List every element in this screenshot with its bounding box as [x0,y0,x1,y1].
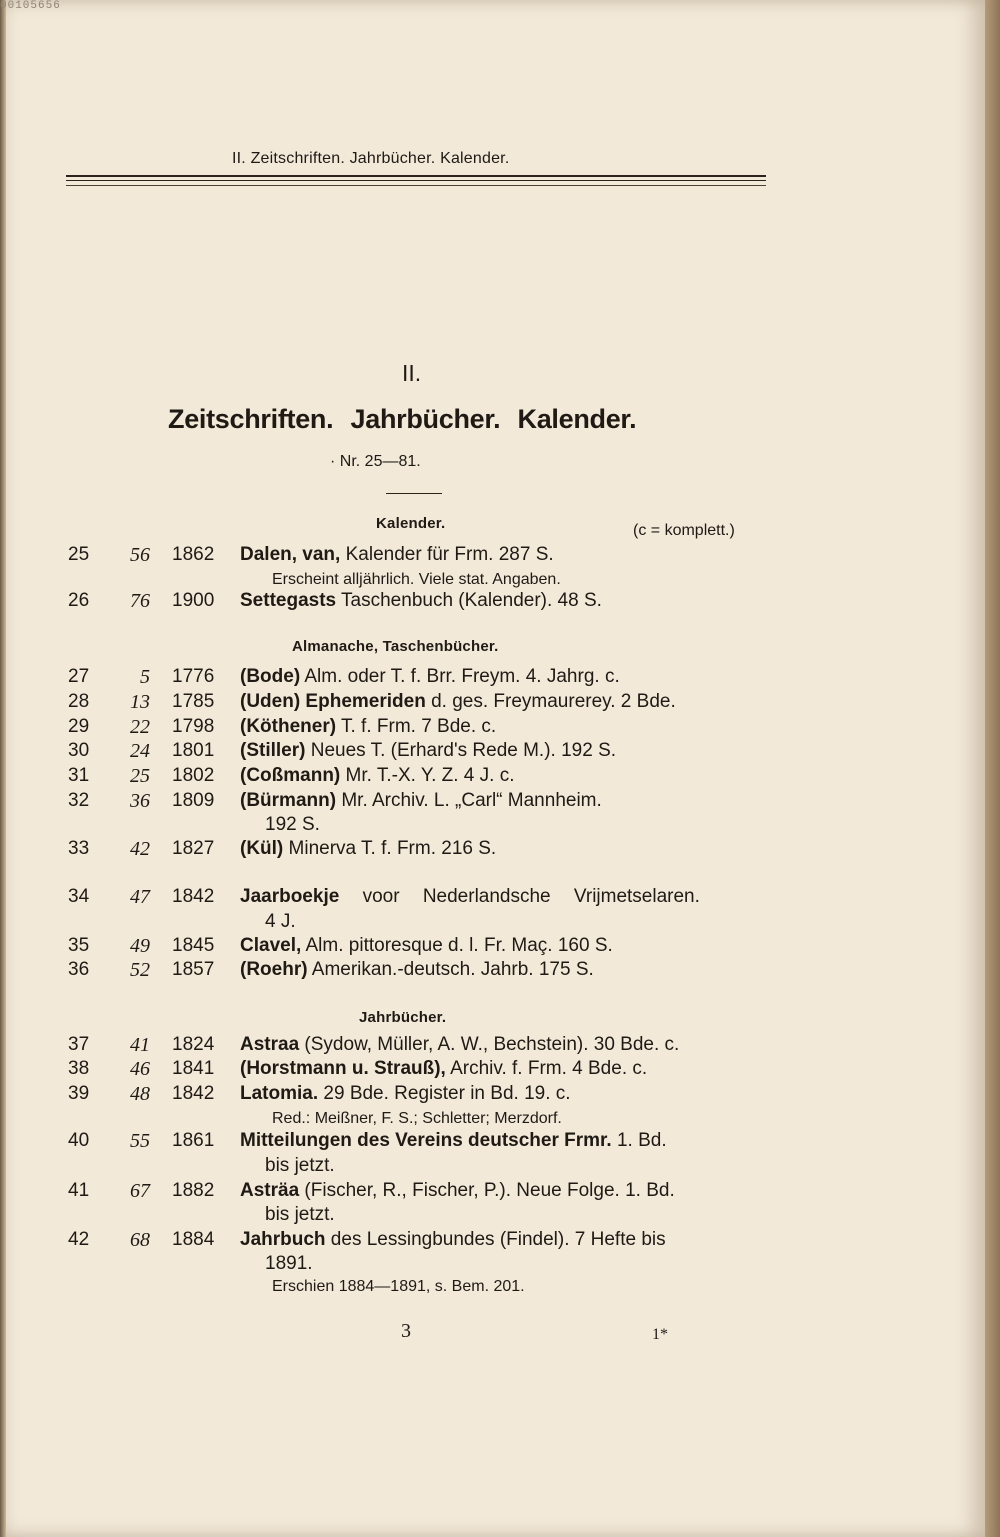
entry-text [240,544,770,566]
entry-desc: (Sydow, Müller, A. W., Bechstein). 30 Bde. c. [299,1034,680,1055]
entry-title: (Köthener) [240,716,337,737]
entry-row [0,716,985,740]
entry-number: 34 [68,886,90,907]
entry-year: 1861 [172,1130,215,1151]
entry-year: 1809 [172,790,215,811]
entry-year: 1845 [172,935,215,956]
entry-desc: Alm. oder T. f. Brr. Freym. 4. Jahrg. c. [300,666,620,687]
entry-ref: 76 [130,590,150,612]
entry-text [240,666,770,688]
section-number: II. [402,360,422,386]
entry-number: 25 [68,544,90,565]
entry-ref: 52 [130,959,150,981]
entry-number: 33 [68,838,90,859]
page-spine-edge [985,0,1000,1537]
entry-text [240,740,770,762]
entry-text [240,838,770,860]
entry-text [240,1229,770,1251]
entry-title: Latomia. [240,1083,319,1104]
entry-number: 27 [68,666,90,687]
entry-ref: 48 [130,1083,150,1105]
entry-note: Red.: Meißner, F. S.; Schletter; Merzdorf. [272,1110,562,1127]
entry-row [0,886,985,910]
entry-year: 1862 [172,544,215,565]
entry-ref: 22 [130,716,150,738]
entry-year: 1857 [172,959,215,980]
entry-desc: (Fischer, R., Fischer, P.). Neue Folge. 1. Bd. [299,1180,675,1201]
entry-desc: 1. Bd. [611,1130,667,1151]
entry-row [0,691,985,715]
entry-title: Asträa [240,1180,300,1201]
entry-year: 1882 [172,1180,215,1201]
entry-year: 1842 [172,1083,215,1104]
entry-row [0,1058,985,1082]
entry-number: 35 [68,935,90,956]
header-rule-thick [66,175,766,177]
header-rule-mid [66,180,766,181]
entry-row [0,790,985,814]
entry-row [0,838,985,862]
entry-year: 1841 [172,1058,215,1079]
section-title: Zeitschriften. Jahrbücher. Kalender. [168,404,637,434]
entry-title: (Bode) [240,666,301,687]
subhead-almanache: Almanache, Taschenbücher. [292,638,499,655]
entry-year: 1884 [172,1229,215,1250]
entry-ref: 68 [130,1229,150,1251]
entry-text [240,765,770,787]
entry-ref: 49 [130,935,150,957]
entry-desc: Mr. T.-X. Y. Z. 4 J. c. [340,765,515,786]
entry-title: Dalen, van, [240,544,341,565]
entry-number: 36 [68,959,90,980]
entry-year: 1798 [172,716,215,737]
entry-text [240,886,770,908]
section-range: · Nr. 25—81. [330,453,421,470]
entry-note: Erschien 1884—1891, s. Bem. 201. [272,1278,525,1295]
entry-desc: des Lessingbundes (Findel). 7 Hefte bis [325,1229,666,1250]
page-number: 3 [401,1320,411,1342]
entry-year: 1824 [172,1034,215,1055]
running-head: II. Zeitschriften. Jahrbücher. Kalender. [232,150,510,167]
subhead-kalender: Kalender. [376,515,446,532]
entry-continuation: 1891. [265,1253,313,1274]
entry-title: (Kül) [240,838,284,859]
entry-row [0,1229,985,1253]
entry-number: 28 [68,691,90,712]
legend: (c = komplett.) [633,522,735,539]
entry-ref: 46 [130,1058,150,1080]
entry-row [0,590,985,614]
entry-ref: 47 [130,886,150,908]
entry-desc: d. ges. Freymaurerey. 2 Bde. [425,691,676,712]
entry-title: (Horstmann u. Strauß), [240,1058,446,1079]
entry-text [240,959,770,981]
entry-ref: 5 [140,666,150,688]
entry-row [0,935,985,959]
entry-number: 38 [68,1058,90,1079]
signature-mark: 1* [652,1326,668,1343]
entry-ref: 67 [130,1180,150,1202]
entry-text [240,935,770,957]
entry-row [0,740,985,764]
entry-continuation: bis jetzt. [265,1155,335,1176]
entry-row [0,1130,985,1154]
entry-number: 40 [68,1130,90,1151]
entry-row [0,765,985,789]
scan-label: 00105656 [0,0,61,12]
entry-text [240,1130,770,1152]
entry-desc: Mr. Archiv. L. „Carl“ Mannheim. [336,790,602,811]
entry-row [0,1083,985,1107]
entry-text [240,1083,770,1105]
entry-number: 32 [68,790,90,811]
entry-ref: 36 [130,790,150,812]
entry-desc: Kalender für Frm. 287 S. [340,544,554,565]
entry-row [0,959,985,983]
entry-row [0,544,985,568]
entry-number: 29 [68,716,90,737]
entry-number: 37 [68,1034,90,1055]
entry-number: 41 [68,1180,90,1201]
entry-text [240,1034,770,1056]
entry-desc: T. f. Frm. 7 Bde. c. [336,716,497,737]
entry-number: 31 [68,765,90,786]
entry-title: (Bürmann) [240,790,337,811]
entry-title: (Stiller) [240,740,306,761]
entry-number: 42 [68,1229,90,1250]
entry-year: 1842 [172,886,215,907]
entry-title: Jaarboekje [240,886,340,907]
entry-ref: 56 [130,544,150,566]
entry-number: 30 [68,740,90,761]
entry-text [240,590,770,612]
entry-desc: Alm. pittoresque d. l. Fr. Maç. 160 S. [301,935,613,956]
entry-desc: Archiv. f. Frm. 4 Bde. c. [445,1058,648,1079]
entry-title: Jahrbuch [240,1229,326,1250]
entry-ref: 24 [130,740,150,762]
entry-year: 1785 [172,691,215,712]
entry-title: (Roehr) [240,959,308,980]
header-rule-thin [66,185,766,186]
entry-desc: Minerva T. f. Frm. 216 S. [283,838,497,859]
entry-ref: 42 [130,838,150,860]
entry-title: (Uden) Ephemeriden [240,691,426,712]
entry-desc: Neues T. (Erhard's Rede M.). 192 S. [305,740,617,761]
entry-continuation: 4 J. [265,911,296,932]
entry-text [240,716,770,738]
entry-desc: Taschenbuch (Kalender). 48 S. [336,590,602,611]
entry-ref: 41 [130,1034,150,1056]
entry-year: 1801 [172,740,215,761]
entry-title: Clavel, [240,935,302,956]
subhead-jahrbuecher: Jahrbücher. [359,1009,447,1026]
entry-desc: 29 Bde. Register in Bd. 19. c. [318,1083,571,1104]
entry-text [240,1180,770,1202]
entry-year: 1900 [172,590,215,611]
entry-text [240,790,770,812]
entry-title: Mitteilungen des Vereins deutscher Frmr. [240,1130,612,1151]
entry-text [240,691,770,713]
entry-title: Settegasts [240,590,337,611]
entry-year: 1802 [172,765,215,786]
entry-text [240,1058,770,1080]
entry-row [0,666,985,690]
entry-year: 1776 [172,666,215,687]
entry-title: Astraa [240,1034,300,1055]
entry-continuation: 192 S. [265,814,320,835]
entry-desc: Amerikan.-deutsch. Jahrb. 175 S. [307,959,594,980]
entry-ref: 25 [130,765,150,787]
entry-row [0,1180,985,1204]
entry-ref: 55 [130,1130,150,1152]
entry-number: 26 [68,590,90,611]
entry-continuation: bis jetzt. [265,1204,335,1225]
entry-ref: 13 [130,691,150,713]
entry-row [0,1034,985,1058]
entry-year: 1827 [172,838,215,859]
entry-desc: voor Nederlandsche Vrijmetselaren. [339,886,700,907]
section-divider [386,493,442,494]
entry-number: 39 [68,1083,90,1104]
entry-note: Erscheint alljährlich. Viele stat. Angaben. [272,571,561,588]
entry-title: (Coßmann) [240,765,341,786]
